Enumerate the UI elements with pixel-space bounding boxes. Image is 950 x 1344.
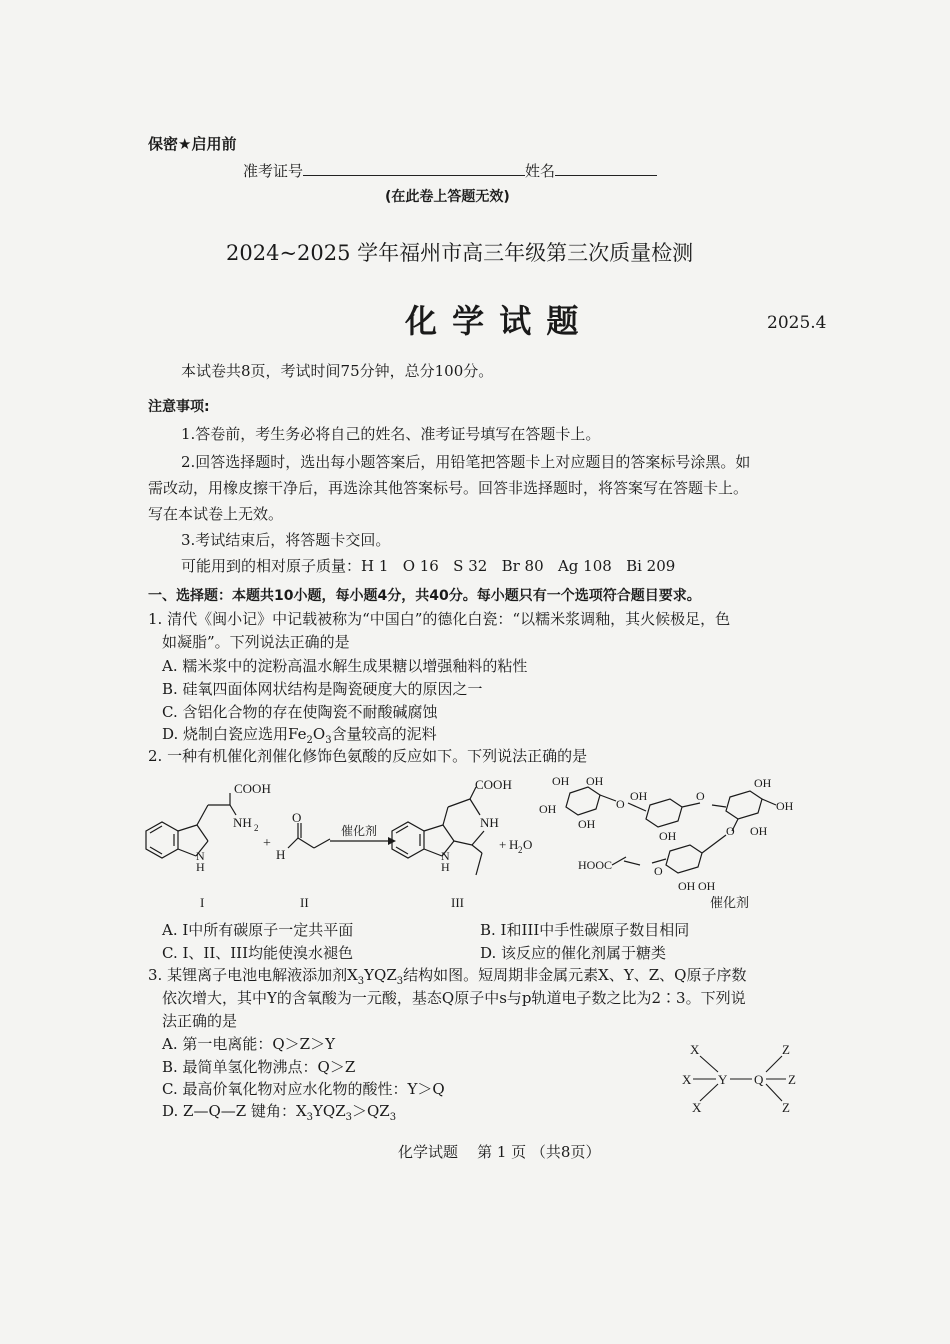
q1-stem: 1. 清代《闽小记》中记载被称为“中国白”的德化白瓷：“以糯米浆调釉，其火候极足，色 bbox=[148, 610, 731, 628]
note-2: 2.回答选择题时，选出每小题答案后，用铅笔把答题卡上对应题目的答案标号涂黑。如 bbox=[181, 453, 751, 471]
compound-ii-structure bbox=[288, 823, 330, 848]
notes-heading: 注意事项: bbox=[148, 399, 210, 415]
q3-option-d[interactable] bbox=[162, 1100, 396, 1123]
exam-id-label: 准考证号 bbox=[243, 162, 304, 180]
note-2-end: 写在本试卷上无效。 bbox=[148, 505, 284, 523]
catalyst-label: 催化剂 bbox=[710, 895, 750, 910]
q3-option-a[interactable]: A. 第一电离能：Q＞Z＞Y bbox=[162, 1035, 335, 1053]
compound-i-label: I bbox=[200, 895, 205, 910]
compound-iii-structure bbox=[392, 787, 484, 875]
section-heading: 一、选择题：本题共10小题，每小题4分，共40分。每小题只有一个选项符合题目要求。 bbox=[148, 588, 701, 604]
q1-option-d-sub: 2 bbox=[306, 735, 313, 746]
page-footer: 化学试题 第 1 页 （共8页） bbox=[398, 1143, 601, 1161]
compound-i-h: H bbox=[196, 860, 205, 874]
catalyst-oh-1: OH bbox=[552, 774, 570, 788]
catalyst-oh-9: OH bbox=[678, 879, 696, 893]
q3-stem-end: 法正确的是 bbox=[162, 1012, 238, 1030]
catalyst-oh-2: OH bbox=[586, 774, 604, 788]
intro-text: 本试卷共8页，考试时间75分钟，总分100分。 bbox=[181, 362, 494, 380]
q3-structure bbox=[678, 1038, 808, 1118]
compound-iii-n: N bbox=[441, 849, 450, 863]
compound-i-nh2-sub: 2 bbox=[254, 823, 259, 833]
atom-z-bottom: Z bbox=[782, 1100, 790, 1115]
q1-stem-cont: 如凝脂”。下列说法正确的是 bbox=[162, 633, 350, 651]
atomic-masses: 可能用到的相对原子质量：H 1 O 16 S 32 Br 80 Ag 108 Bi 209 bbox=[181, 557, 676, 575]
plus-sign-1: + bbox=[263, 836, 271, 851]
compound-iii-label: III bbox=[451, 895, 464, 910]
water-o: O bbox=[523, 837, 533, 852]
q3-option-d-sub3: 3 bbox=[389, 1112, 397, 1123]
catalyst-oh-5: OH bbox=[659, 829, 677, 843]
reaction-scheme bbox=[130, 765, 850, 915]
q3-option-d-compare: ＞QZ bbox=[352, 1102, 390, 1120]
q3-option-d-sub2: 3 bbox=[345, 1112, 352, 1123]
exam-id-blank[interactable] bbox=[303, 161, 525, 176]
catalyst-oh-3: OH bbox=[539, 802, 557, 816]
compound-iii-h: H bbox=[441, 860, 450, 874]
compound-i-nh2: NH bbox=[233, 815, 252, 830]
subject-title: 化 学 试 题 bbox=[405, 302, 581, 340]
q1-option-d-tail: 含量较高的泥料 bbox=[331, 725, 437, 743]
q3-stem-text: 3. 某锂离子电池电解液添加剂X bbox=[148, 966, 358, 984]
compound-i-nh: N bbox=[196, 849, 205, 863]
exam-date: 2025.4 bbox=[767, 313, 827, 333]
compound-ii-h: H bbox=[276, 847, 286, 862]
atom-x-left: X bbox=[682, 1072, 692, 1087]
q1-option-d-text: D. 烧制白瓷应选用Fe bbox=[162, 725, 307, 743]
q2-option-a[interactable]: A. I中所有碳原子一定共平面 bbox=[162, 921, 354, 939]
catalyst-oh-6: OH bbox=[754, 776, 772, 790]
compound-iii-nh: NH bbox=[480, 815, 499, 830]
q1-option-a[interactable]: A. 糯米浆中的淀粉高温水解生成果糖以增强釉料的粘性 bbox=[162, 657, 528, 675]
q1-option-d-sub2: 3 bbox=[325, 735, 332, 746]
arrow-catalyst-label: 催化剂 bbox=[341, 824, 378, 838]
plus-water: + bbox=[499, 837, 507, 852]
q3-option-b[interactable]: B. 最简单氢化物沸点：Q＞Z bbox=[162, 1058, 356, 1076]
catalyst-o-3: O bbox=[726, 824, 735, 838]
compound-iii-cooh: COOH bbox=[475, 777, 512, 792]
q3-option-c[interactable]: C. 最高价氧化物对应水化物的酸性：Y＞Q bbox=[162, 1080, 445, 1098]
catalyst-oh-10: OH bbox=[698, 879, 716, 893]
q1-option-b[interactable]: B. 硅氧四面体网状结构是陶瓷硬度大的原因之一 bbox=[162, 680, 483, 698]
compound-i-structure bbox=[146, 793, 236, 858]
atom-y: Y bbox=[718, 1072, 728, 1087]
name-label: 姓名 bbox=[525, 162, 556, 180]
atom-z-top: Z bbox=[782, 1042, 790, 1057]
compound-ii-o: O bbox=[292, 810, 302, 825]
invalid-note: (在此卷上答题无效) bbox=[385, 189, 510, 205]
q1-option-d-o: O bbox=[312, 725, 326, 743]
exam-id-row bbox=[243, 160, 657, 181]
catalyst-oh-7: OH bbox=[776, 799, 794, 813]
q3-stem-cont: 依次增大，其中Y的含氧酸为一元酸，基态Q原子中s与p轨道电子数之比为2∶3。下列说 bbox=[162, 989, 746, 1007]
exam-title: 2024~2025 学年福州市高三年级第三次质量检测 bbox=[226, 241, 694, 265]
q3-stem-sub1: 3 bbox=[357, 976, 365, 987]
q3-stem-tail: 结构如图。短周期非金属元素X、Y、Z、Q原子序数 bbox=[403, 966, 747, 984]
q2-option-c[interactable]: C. I、II、III均能使溴水褪色 bbox=[162, 944, 354, 962]
compound-i-cooh: COOH bbox=[234, 781, 271, 796]
q3-option-d-formula: YQZ bbox=[313, 1102, 346, 1120]
water-sub: 2 bbox=[518, 845, 523, 855]
q2-option-d[interactable]: D. 该反应的催化剂属于糖类 bbox=[480, 944, 667, 962]
confidential-mark: 保密★启用前 bbox=[148, 135, 237, 153]
atom-x-bottom: X bbox=[692, 1100, 702, 1115]
q1-option-c[interactable]: C. 含铝化合物的存在使陶瓷不耐酸碱腐蚀 bbox=[162, 703, 438, 721]
q3-option-d-sub1: 3 bbox=[306, 1112, 313, 1123]
water-h: H bbox=[509, 837, 519, 852]
catalyst-oh-4: OH bbox=[578, 817, 596, 831]
q2-stem: 2. 一种有机催化剂催化修饰色氨酸的反应如下。下列说法正确的是 bbox=[148, 747, 588, 765]
note-2-cont: 需改动，用橡皮擦干净后，再选涂其他答案标号。回答非选择题时，将答案写在答题卡上。 bbox=[148, 479, 749, 497]
compound-ii-label: II bbox=[300, 895, 309, 910]
note-3: 3.考试结束后，将答题卡交回。 bbox=[181, 531, 391, 549]
note-1: 1.答卷前，考生务必将自己的姓名、准考证号填写在答题卡上。 bbox=[181, 425, 601, 443]
catalyst-ho-1: OH bbox=[630, 789, 648, 803]
atom-q: Q bbox=[754, 1072, 764, 1087]
q3-stem-formula: YQZ bbox=[364, 966, 397, 984]
catalyst-hooc: HOOC bbox=[578, 858, 613, 872]
q2-option-b[interactable]: B. I和III中手性碳原子数目相同 bbox=[480, 921, 690, 939]
name-blank[interactable] bbox=[555, 161, 657, 176]
catalyst-o-2: O bbox=[696, 789, 705, 803]
atom-z-right: Z bbox=[788, 1072, 796, 1087]
catalyst-o-1: O bbox=[616, 797, 625, 811]
atom-x-top: X bbox=[690, 1042, 700, 1057]
catalyst-oh-8: OH bbox=[750, 824, 768, 838]
q3-option-d-text: D. Z—Q—Z 键角：X bbox=[162, 1102, 307, 1120]
q3-stem-sub2: 3 bbox=[396, 976, 404, 987]
catalyst-o-4: O bbox=[654, 864, 663, 878]
q1-option-d[interactable] bbox=[162, 723, 437, 746]
